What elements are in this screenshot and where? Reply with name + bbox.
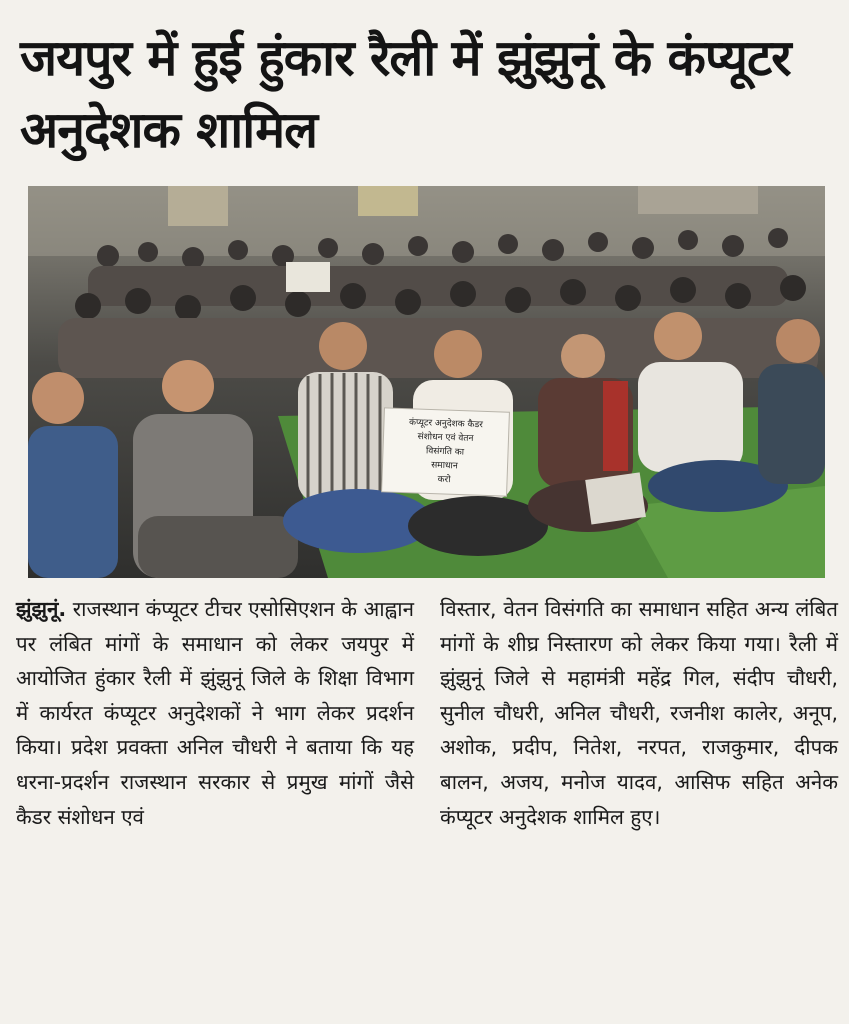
article-column-left bbox=[16, 592, 414, 834]
rally-photo-illustration bbox=[28, 186, 825, 578]
back-placard bbox=[286, 262, 330, 292]
placard-line-4: समाधान bbox=[431, 460, 459, 472]
dateline: झुंझुनूं. bbox=[16, 597, 67, 621]
placard-line-5: करो bbox=[437, 474, 451, 486]
front-person-7 bbox=[758, 364, 825, 484]
front-person-1 bbox=[28, 426, 118, 578]
placard-line-1: कंप्यूटर अनुदेशक कैडर bbox=[408, 417, 484, 431]
rally-photo bbox=[28, 186, 825, 578]
article-body bbox=[16, 592, 838, 1012]
front-person-6 bbox=[638, 362, 743, 472]
headline: जयपुर में हुई हुंकार रैली में झुंझुनूं के कंप्यूटर अनुदेशक शामिल bbox=[20, 29, 791, 159]
front-placard bbox=[382, 408, 510, 496]
article-column-right: विस्तार, वेतन विसंगति का समाधान सहित अन्य लंबित मांगों के शीघ्र निस्तारण को लेकर किया गया। रैली में झुंझुनूं जिले से महामंत्री महेंद्र गिल, संदीप चौधरी, सुनील चौधरी, अनिल चौधरी, रजनीश कालेर, अनूप, अशोक, प्रदीप, नितेश, नरपत, राजकुमार, दीपक बालन, अजय, मनोज यादव, आसिफ सहित अनेक कंप्यूटर अनुदेशक शामिल हुए। bbox=[440, 597, 838, 829]
left-column-text: राजस्थान कंप्यूटर टीचर एसोसिएशन के आह्वान पर लंबित मांगों के समाधान को लेकर जयपुर में आयोजित हुंकार रैली में झुंझुनूं जिले के शिक्षा विभाग में कार्यरत कंप्यूटर अनुदेशकों ने भाग लेकर प्रदर्शन किया। प्रदेश प्रवक्ता अनिल चौधरी ने बताया कि यह धरना-प्रदर्शन राजस्थान सरकार से प्रमुख मांगों जैसे कैडर संशोधन एवं bbox=[16, 597, 414, 829]
placard-line-3: विसंगति का bbox=[425, 446, 465, 458]
placard-line-2: संशोधन एवं वेतन bbox=[417, 432, 474, 444]
